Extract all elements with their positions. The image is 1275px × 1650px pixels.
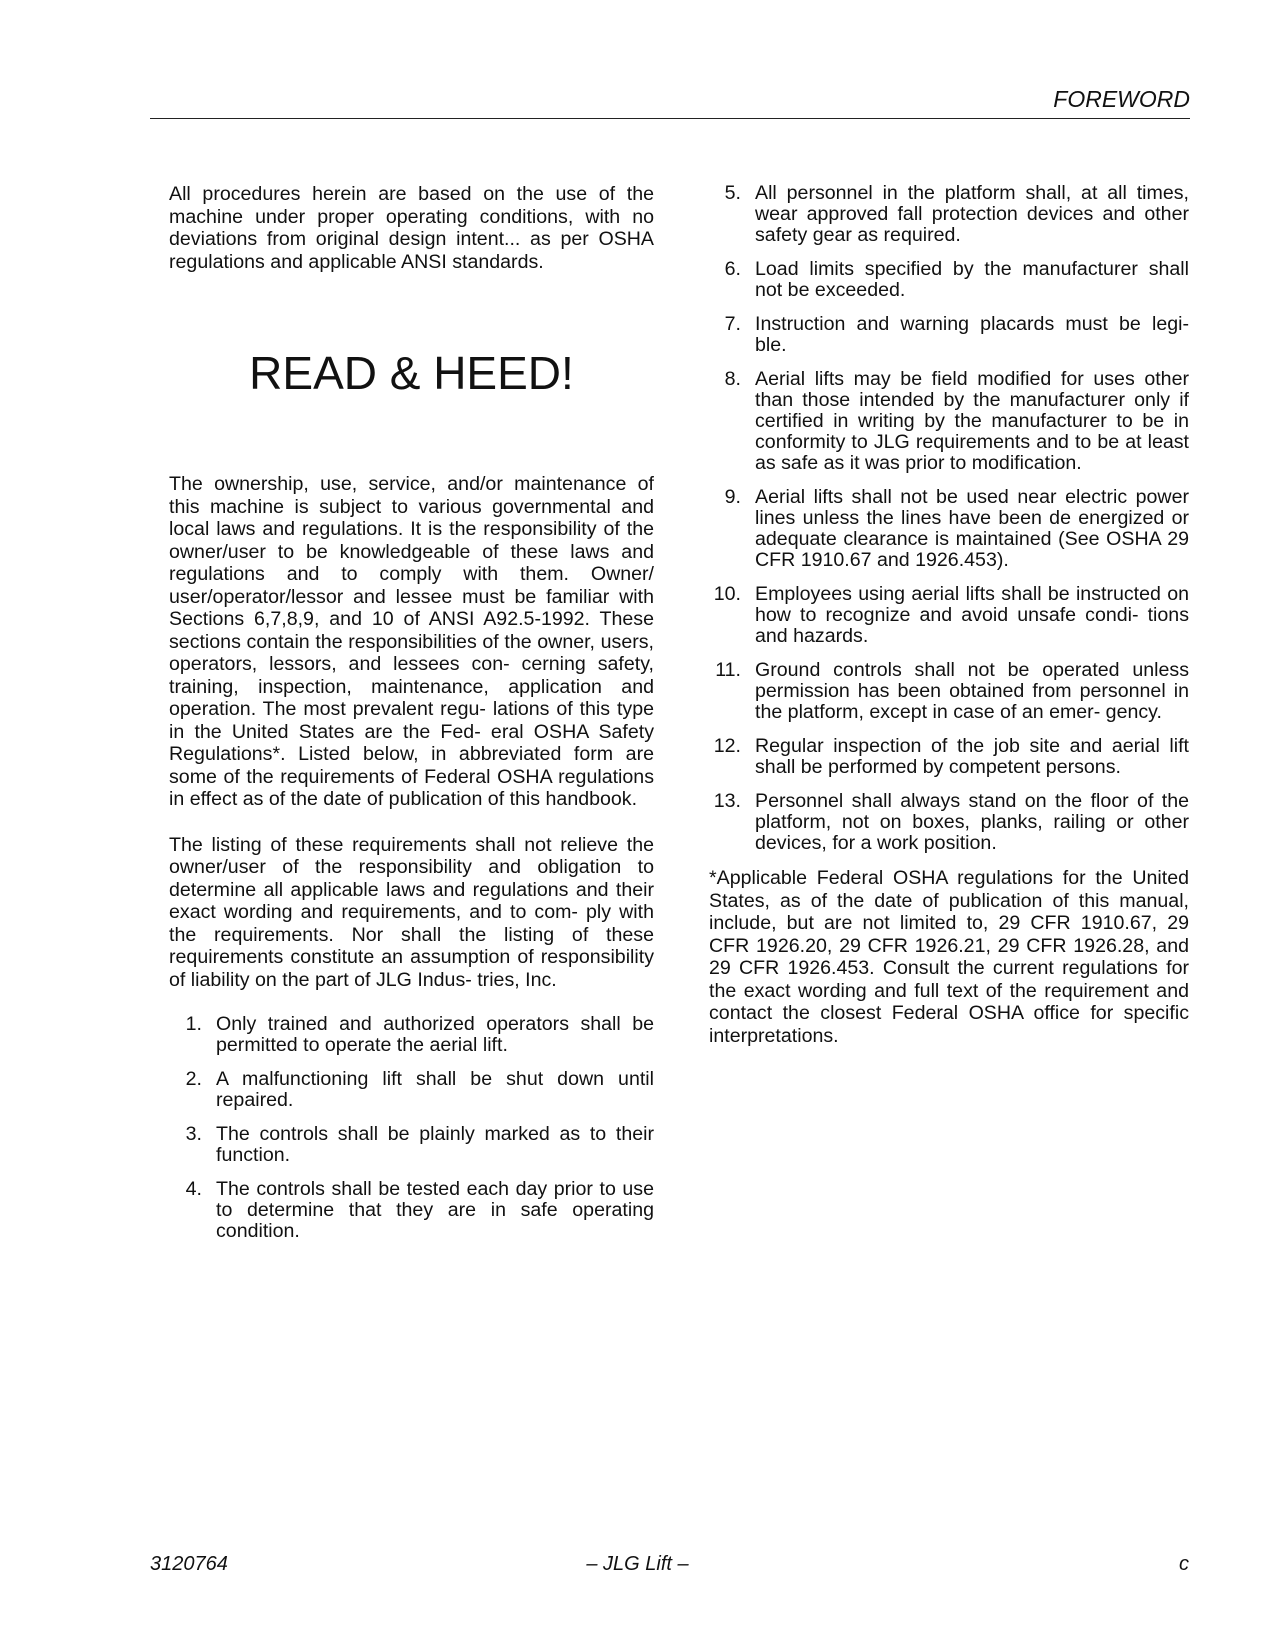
item-text: Regular inspection of the job site and aerial lift shall be performed by competent persons. [755, 735, 1189, 778]
item-number: 11. [715, 659, 741, 681]
item-number: 7. [724, 313, 741, 335]
item-number: 13. [713, 790, 741, 812]
doc-number: 3120764 [150, 1553, 228, 1575]
item-text: Instruction and warning placards must be legi- ble. [755, 313, 1189, 356]
item-text: Aerial lifts may be field modified for uses other than those intended by the manufacturer only if certified in writing by the manufacturer to be in conformity to JLG requirements and to be at least as safe as it was prior to modification. [755, 368, 1189, 474]
right-column [709, 183, 1189, 1047]
item-number: 4. [185, 1178, 202, 1200]
item-text: All personnel in the platform shall, at all times, wear approved fall protection devices and other safety gear as required. [755, 182, 1189, 246]
left-column [169, 183, 654, 1255]
list-item [709, 259, 1189, 301]
item-number: 2. [185, 1068, 202, 1090]
item-number: 10. [713, 583, 741, 605]
listing-paragraph: The listing of these requirements shall not relieve the owner/user of the responsibility and obligation to determine all applicable laws and regulations and their exact wording and requirements, and to com- ply with the requirements. Nor shall the listing of these requirements constitute an assumption of responsibility of liability on the part of JLG Indus- tries, Inc. [169, 833, 654, 991]
list-item [169, 1124, 654, 1166]
item-text: The controls shall be plainly marked as to their function. [216, 1123, 654, 1166]
list-item [709, 314, 1189, 356]
item-number: 1. [185, 1013, 202, 1035]
item-text: Ground controls shall not be operated unless permission has been obtained from personnel in the platform, except in case of an emer- gency. [755, 659, 1189, 723]
list-item [709, 791, 1189, 854]
list-item [169, 1179, 654, 1242]
intro-paragraph: All procedures herein are based on the use of the machine under proper operating conditions, with no deviations from original design intent... as per OSHA regulations and applicable ANSI standards. [169, 183, 654, 273]
item-text: The controls shall be tested each day prior to use to determine that they are in safe operating condition. [216, 1178, 654, 1242]
item-number: 12. [713, 735, 741, 757]
item-text: Aerial lifts shall not be used near electric power lines unless the lines have been de energized or adequate clearance is maintained (See OSHA 29 CFR 1910.67 and 1926.453). [755, 486, 1189, 571]
item-text: Load limits specified by the manufacturer shall not be exceeded. [755, 258, 1189, 301]
item-number: 3. [185, 1123, 202, 1145]
list-item [709, 183, 1189, 246]
ownership-paragraph: The ownership, use, service, and/or maintenance of this machine is subject to various governmental and local laws and regulations. It is the responsibility of the owner/user to be knowledgeable of these laws and regulations and to comply with them. Owner/ user/operator/lessor and lessee must be familiar with Sections 6,7,8,9, and 10 of ANSI A92.5-1992. These sections contain the responsibilities of the owner, users, operators, lessors, and lessees con- cerning safety, training, inspection, maintenance, application and operation. The most prevalent regu- lations of this type in the United States are the Fed- eral OSHA Safety Regulations*. Listed below, in abbreviated form are some of the requirements of Federal OSHA regulations in effect as of the date of publication of this handbook. [169, 473, 654, 810]
publisher-label: – JLG Lift – [586, 1553, 689, 1575]
list-item [709, 736, 1189, 778]
list-item [169, 1014, 654, 1056]
item-text: Personnel shall always stand on the floor of the platform, not on boxes, planks, railing or other devices, for a work position. [755, 790, 1189, 854]
item-number: 5. [724, 182, 741, 204]
item-number: 6. [724, 258, 741, 280]
item-number: 9. [724, 486, 741, 508]
list-item [709, 487, 1189, 571]
section-title: FOREWORD [1053, 86, 1190, 112]
header-rule [150, 118, 1190, 119]
read-heed-heading: READ & HEED! [249, 347, 574, 399]
item-number: 8. [724, 368, 741, 390]
item-text: A malfunctioning lift shall be shut down until repaired. [216, 1068, 654, 1111]
list-item [709, 369, 1189, 474]
item-text: Employees using aerial lifts shall be instructed on how to recognize and avoid unsafe condi- tions and hazards. [755, 583, 1189, 647]
list-item [709, 660, 1189, 723]
list-item [169, 1069, 654, 1111]
requirements-list-right [709, 183, 1189, 854]
item-text: Only trained and authorized operators shall be permitted to operate the aerial lift. [216, 1013, 654, 1056]
osha-footnote: *Applicable Federal OSHA regulations for the United States, as of the date of publication of this manual, include, but are not limited to, 29 CFR 1910.67, 29 CFR 1926.20, 29 CFR 1926.21, 29 CFR 1926.28, and 29 CFR 1926.453. Consult the current regulations for the exact wording and full text of the requirement and contact the closest Federal OSHA office for specific interpretations. [709, 867, 1189, 1047]
list-item [709, 584, 1189, 647]
page-number: c [1179, 1553, 1189, 1575]
requirements-list-left [169, 1014, 654, 1242]
